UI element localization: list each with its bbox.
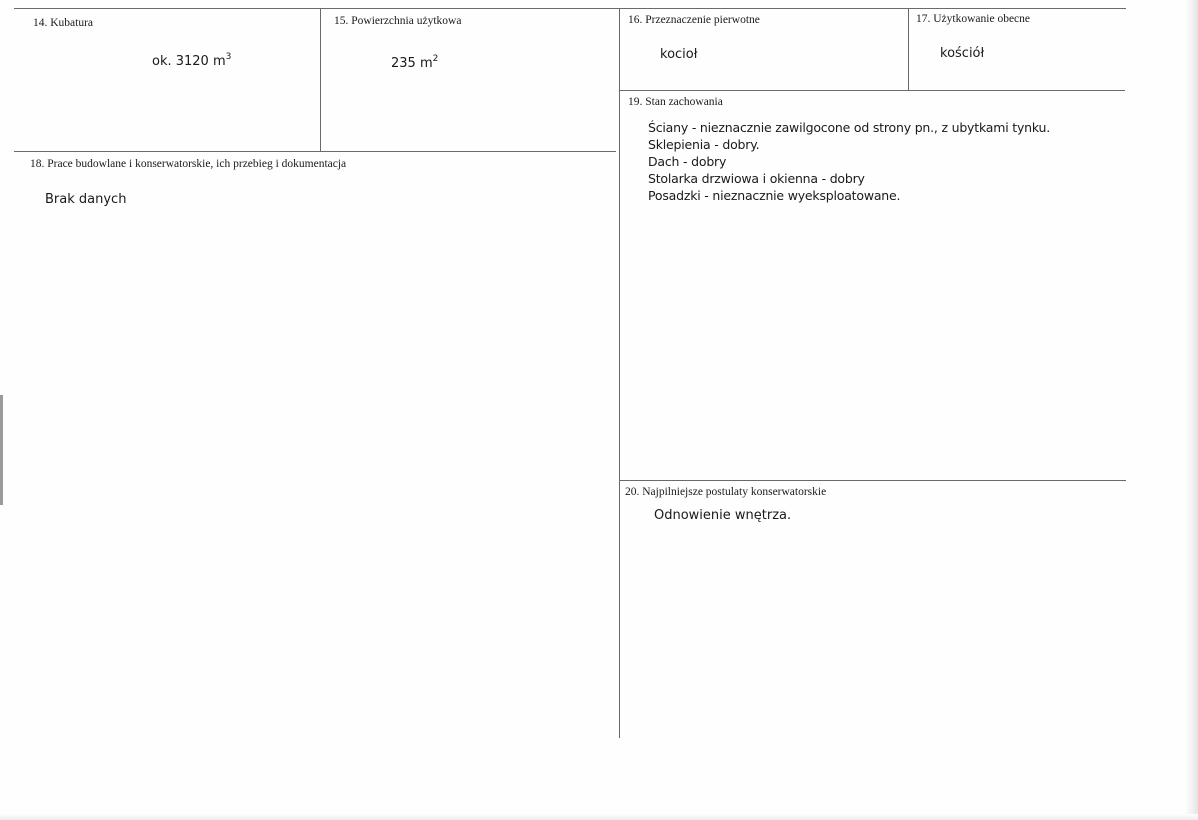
field-14-value-text: ok. 3120 m (152, 54, 226, 69)
field-14-value-exponent: 3 (225, 52, 232, 62)
field-17-label: 17. Użytkowanie obecne (916, 13, 1031, 25)
center-divider (619, 8, 620, 738)
page-edge-left (0, 395, 3, 505)
divider-14-15 (320, 8, 321, 152)
field-18-value: Brak danych (45, 192, 127, 207)
field-14-label: 14. Kubatura (33, 17, 94, 29)
field-15-value (391, 54, 438, 71)
page-edge-right (1184, 0, 1198, 820)
divider-16-17 (908, 8, 909, 91)
field-15-label: 15. Powierzchnia użytkowa (334, 15, 462, 27)
field-20-value: Odnowienie wnętrza. (654, 508, 792, 523)
field-14-value (152, 52, 231, 69)
condition-line: Posadzki - nieznacznie wyeksploatowane. (648, 188, 901, 203)
field-18-label: 18. Prace budowlane i konserwatorskie, ich przebieg i dokumentacja (30, 158, 347, 170)
divider-19-20 (619, 480, 1126, 481)
field-20-label: 20. Najpilniejsze postulaty konserwatorskie (625, 486, 827, 498)
divider-15-18 (14, 151, 616, 152)
divider-17-19 (619, 90, 1125, 91)
page-edge-bottom (0, 814, 1198, 820)
condition-line: Stolarka drzwiowa i okienna - dobry (648, 171, 865, 186)
field-19-lines (648, 119, 1050, 204)
condition-line: Ściany - nieznacznie zawilgocone od strony pn., z ubytkami tynku. (648, 120, 1051, 135)
top-border-line (14, 8, 1126, 9)
field-16-label: 16. Przeznaczenie pierwotne (628, 14, 760, 26)
condition-line: Dach - dobry (648, 154, 727, 169)
field-19-label: 19. Stan zachowania (628, 96, 723, 108)
condition-line: Sklepienia - dobry. (648, 137, 760, 152)
field-17-value: kościół (940, 46, 985, 61)
field-15-value-text: 235 m (391, 56, 433, 71)
field-15-value-exponent: 2 (432, 54, 439, 64)
field-16-value: kocioł (660, 47, 698, 62)
